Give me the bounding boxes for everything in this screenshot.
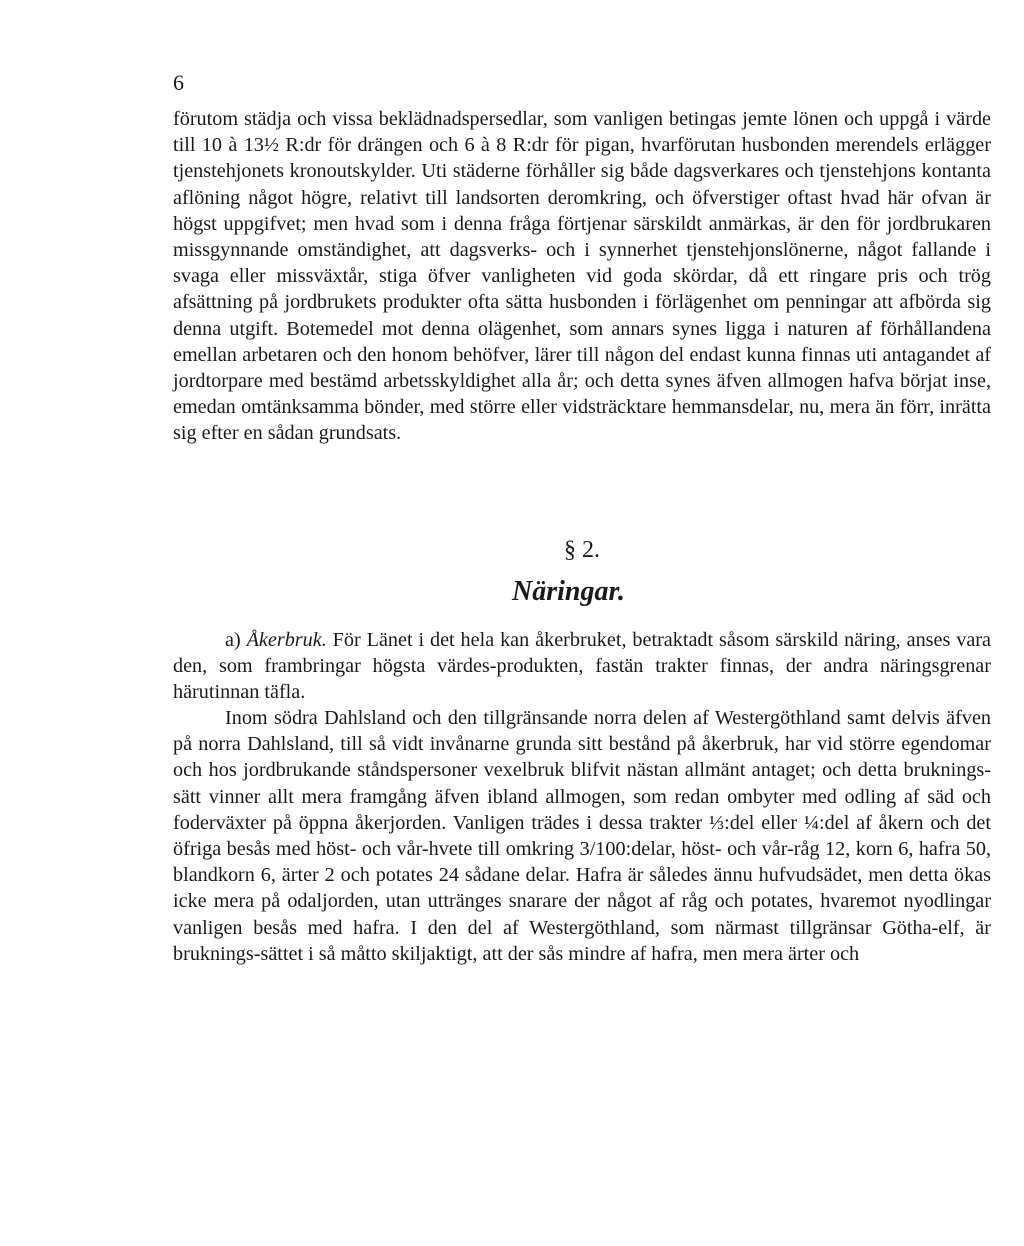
- paragraph-wages: förutom städja och vissa beklädnadspersedlar, som vanligen betingas jemte lönen och uppgå i värde till 10 à 13½ R:dr för drängen och 6 à 8 R:dr för pigan, hvarförutan husbonden merendels erlägger tjenstehjonets kronoutskylder. Uti städerne förhåller sig både dagsverkares och tjenstehjons kontanta aflöning något högre, relativt till landsorten deromkring, och öfverstiger oftast hvad här ofvan är högst uppgifvet; men hvad som i denna fråga förtjenar särskildt anmärkas, är den för jordbrukaren missgynnande omständighet, att dagsverks- och i synnerhet tjenstehjonslönerne, något fallande i svaga eller missväxtår, stiga öfver vanligheten vid goda skördar, då ett ringare pris och trög afsättning på jordbrukets produkter ofta sätta husbonden i förlägenhet om penningar att afbörda sig denna utgift. Botemedel mot denna olägenhet, som annars synes ligga i naturen af förhållandena emellan arbetaren och den honom behöfver, lärer till någon del endast kunna finnas uti antagandet af jordtorpare med bestämd arbetsskyldighet alla år; och detta synes äfven allmogen hafva börjat inse, emedan omtänksamma bönder, med större eller vidsträcktare hemmansdelar, nu, mera än förr, inrätta sig efter en sådan grundsats.: [173, 108, 991, 445]
- subsection-label: a): [225, 629, 241, 651]
- subsection-term: Åkerbruk.: [246, 629, 327, 651]
- page-number: 6: [173, 70, 184, 95]
- subsection-text: För Länet i det hela kan åkerbruket, betraktadt såsom särskild näring, anses vara den, som frambringar högsta värdes-produkten, fastän trakter finnas, der andra näringsgrenar härutinnan täfla.: [173, 629, 991, 704]
- paragraph-agriculture-intro: [173, 627, 991, 706]
- paragraph-crop-rotation: Inom södra Dahlsland och den tillgränsande norra delen af Westergöthland samt delvis äfven på norra Dahlsland, till så vidt invånarne grunda sitt bestånd på åkerbruk, har vid större egendomar och hos jordbrukande ståndspersoner vexelbruk blifvit nästan allmänt antaget; och detta bruknings-sätt vinner allt mera framgång äfven ibland allmogen, som redan ombyter med odling af säd och foderväxter på öppna åkerjorden. Vanligen trädes i dessa trakter ⅓:del eller ¼:del af åkern och det öfriga besås med höst- och vår-hvete till omkring 3/100:delar, höst- och vår-råg 12, korn 6, hafra 50, blandkorn 6, ärter 2 och potates 24 sådane delar. Hafra är således ännu hufvudsädet, men detta ökas icke mera på odaljorden, utan uttränges snarare der något af råg och potates, hvaremot nyodlingar vanligen besås med hafra. I den del af Westergöthland, som närmast tillgränsar Götha-elf, är bruknings-sättet i så måtto skiljaktigt, att der sås mindre af hafra, men mera ärter och: [173, 707, 991, 965]
- section-heading: Näringar.: [512, 576, 625, 607]
- section-number: § 2.: [564, 537, 600, 563]
